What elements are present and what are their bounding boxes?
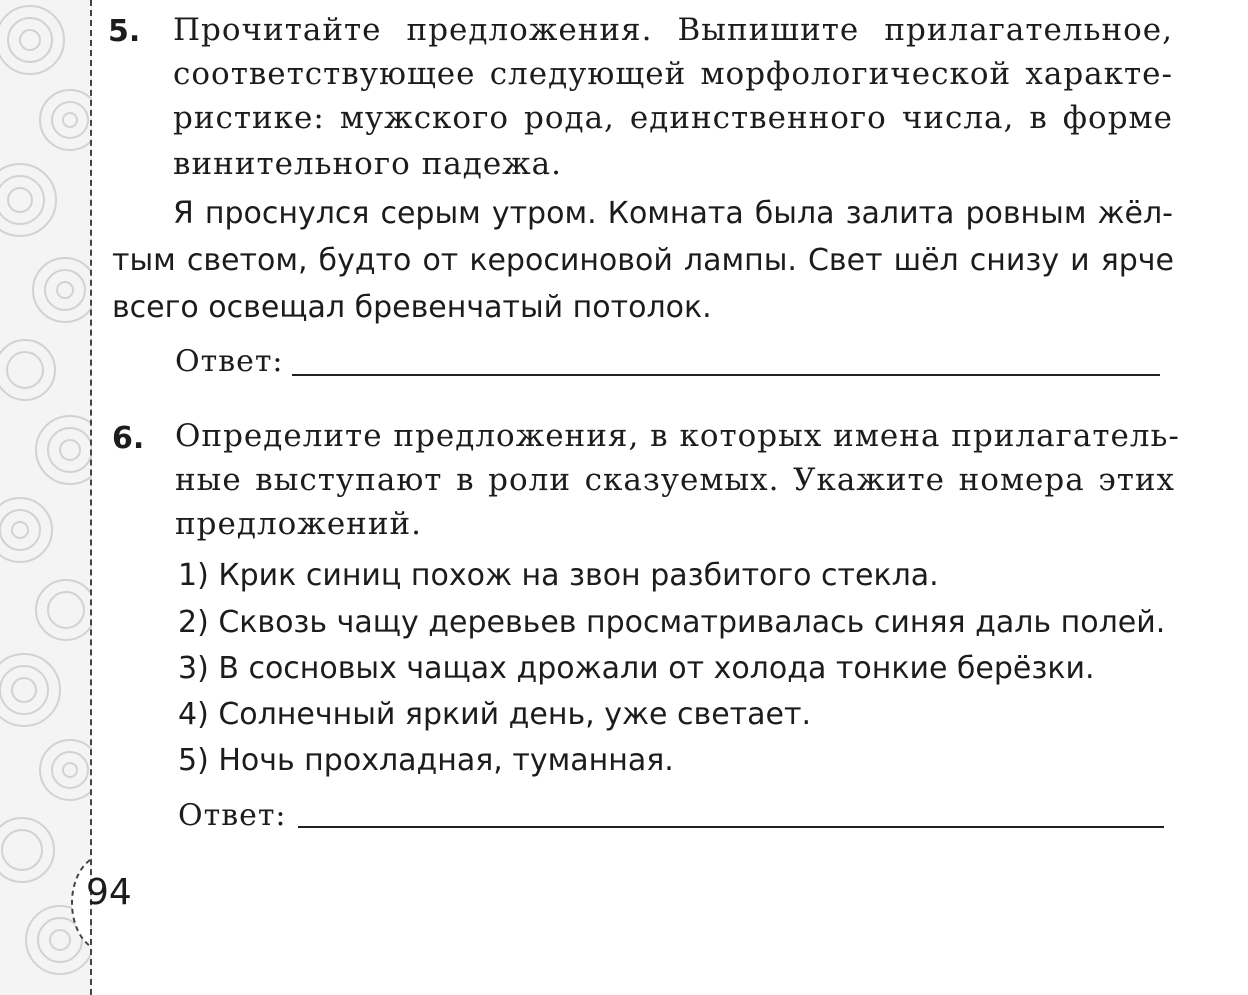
task-6-option-2: 2) Сквозь чащу деревьев просматривалась синяя даль полей. (178, 605, 1166, 640)
task-5-text-line-2: тым светом, будто от керосиновой лампы. Свет шёл снизу и ярче (112, 243, 1174, 278)
task-5-prompt-line-1: Прочитайте предложения. Выпишите прилагательное, (173, 12, 1173, 48)
task-5-prompt-line-3: ристике: мужского рода, единственного числа, в форме (173, 100, 1173, 136)
task-6-option-1: 1) Крик синиц похож на звон разбитого стекла. (178, 558, 939, 593)
task-6-prompt-line-1: Определите предложения, в которых имена прилагатель- (175, 418, 1180, 454)
task-6-prompt-line-3: предложений. (175, 506, 422, 542)
task-5-text-line-1: Я проснулся серым утром. Комната была залита ровным жёл- (173, 196, 1173, 231)
page-number: 94 (86, 872, 132, 913)
task-6-option-4: 4) Солнечный яркий день, уже светает. (178, 697, 811, 732)
cut-line (90, 0, 92, 995)
task-5-answer-field[interactable] (292, 374, 1160, 376)
task-6-prompt-line-2: ные выступают в роли сказуемых. Укажите номера этих (175, 462, 1175, 498)
task-5-prompt-line-4: винительного падежа. (173, 146, 563, 182)
task-6-option-5: 5) Ночь прохладная, туманная. (178, 743, 674, 778)
decorative-swirl-pattern (0, 0, 92, 995)
task-5-text-line-3: всего освещал бревенчатый потолок. (112, 290, 712, 325)
task-5-number: 5. (108, 14, 141, 49)
task-6-answer-field[interactable] (298, 826, 1164, 828)
task-6-answer-label: Ответ: (178, 798, 287, 833)
task-5-prompt-line-2: соответствующее следующей морфологической характе- (173, 56, 1173, 92)
task-6-number: 6. (112, 421, 145, 456)
task-5-answer-label: Ответ: (175, 344, 284, 379)
task-6-option-3: 3) В сосновых чащах дрожали от холода тонкие берёзки. (178, 651, 1095, 686)
